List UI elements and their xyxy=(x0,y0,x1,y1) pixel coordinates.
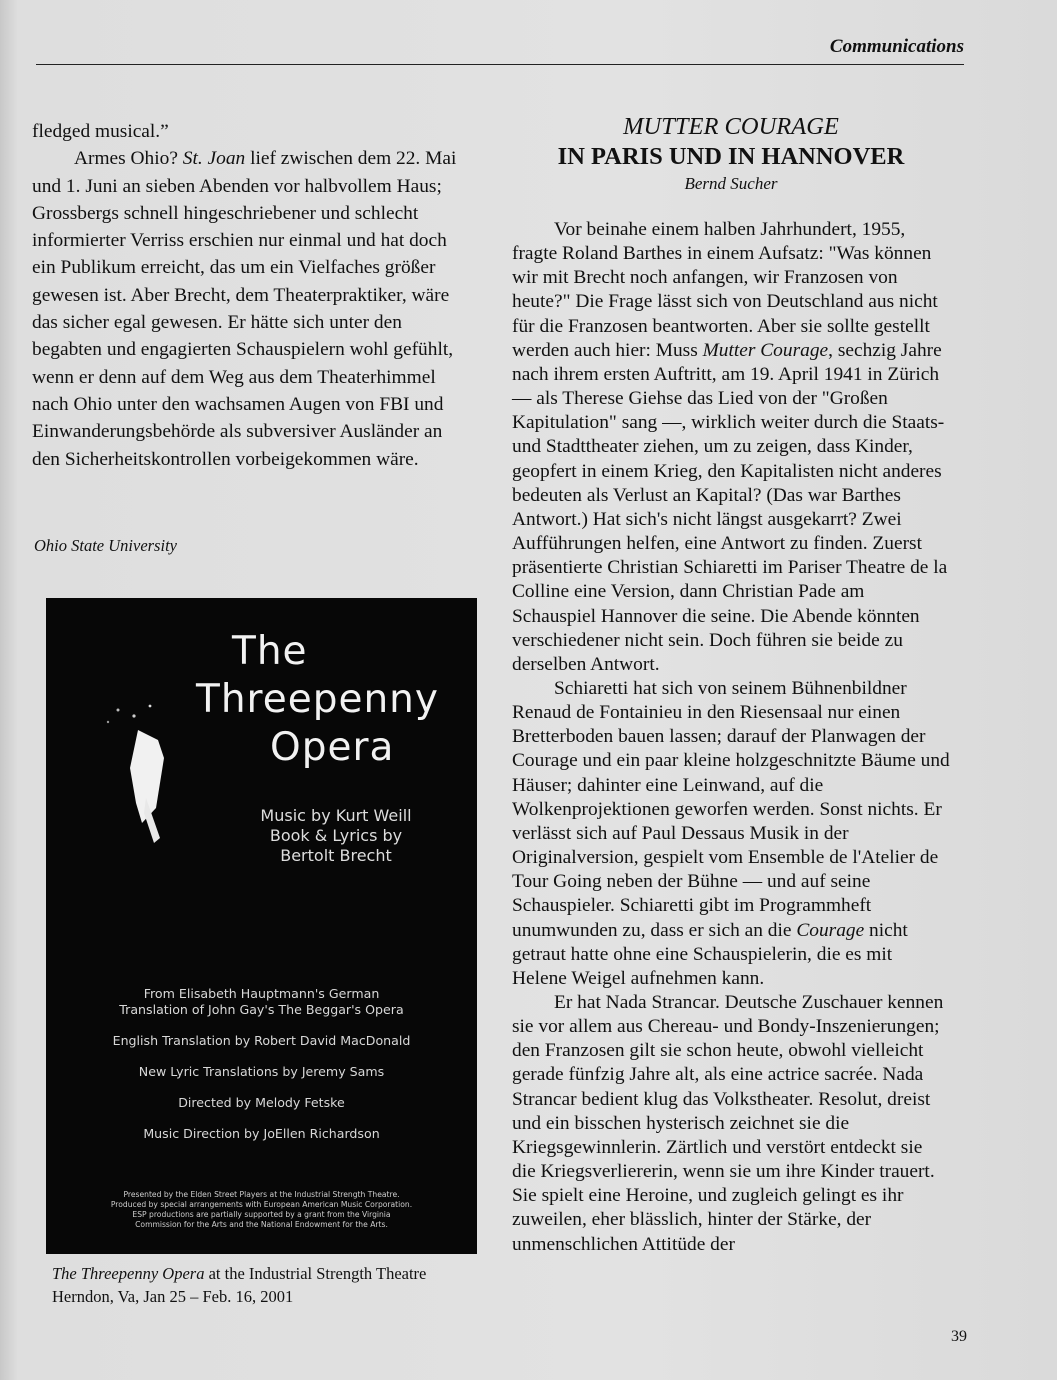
text-segment: Schiaretti hat sich von seinem Bühnenbildner Renaud de Fontainieu in den Riesensaal nur einen Bretterboden bauen lassen; darauf der Planwagen der Courage und ein paar kleine holzgeschnitzte Bäume und Häuser; dahinter eine Leinwand, auf die Wolkenprojektionen geworfen werden. Sonst nichts. Er verlässt sich auf Paul Dessaus Musik in der Originalversion, gespielt vom Ensemble de l'Atelier de Tour Going neben der Bühne — und auf seine Schauspieler. Schiaretti gibt im Programmheft unumwunden zu, dass er sich an die xyxy=(512,677,950,941)
text-segment: nicht getraut hatte ohne eine Schauspielerin, die es mit Helene Weigel aufnehmen kann. xyxy=(512,919,908,989)
section-title: Communications xyxy=(829,36,964,57)
poster-credit-line: Music by Kurt Weill xyxy=(260,806,412,825)
text-segment: Er hat Nada Strancar. Deutsche Zuschauer kennen sie vor allem aus Chereau- und Bondy-Inszenierungen; den Franzosen gilt sie schon heute, obwohl vielleicht gerade fünfzig Jahre alt, als eine actrice sacrée. Nada Strancar bedient klug das Volkstheater. Resolut, dreist und ein bisschen hysterisch zeichnet sie die Kriegsgewinnlerin. Zärtlich und verstört entdeckt sie die Kriegsverliererin, wenn sie um ihre Kinder trauert. Sie spielt eine Heroine, und zugleich gelingt es ihr zuweilen, eher blässlich, hinter der Stärke, der unmenschlichen Attitüde der xyxy=(512,992,944,1255)
text-segment: lief zwischen dem 22. Mai und 1. Juni an sieben Abenden vor halbvollem Haus; Grossbergs schnell hingeschriebener und schlecht informierter Verriss erschien nur einmal und hat doch ein Publikum erreicht, das um ein Vielfaches größer gewesen ist. Aber Brecht, dem Theaterpraktiker, wäre das sicher egal gewesen. Er hätte sich unter den begabten und engagierten Schauspielern wohl gefühlt, wenn er denn auf dem Weg aus dem Theaterhimmel nach Ohio unter den wachsamen Augen von FBI und Einwanderungsbehörde als subversiver Ausländer an den Sicherheitskontrollen vorbeigekommen wäre. xyxy=(32,148,457,470)
caption-text: at the Industrial Strength Theatre xyxy=(204,1264,427,1283)
poster-credits xyxy=(196,806,476,866)
author-affiliation: Ohio State University xyxy=(34,536,177,555)
article-title: MUTTER COURAGE xyxy=(623,113,839,140)
poster-credit-line: Directed by Melody Fetske xyxy=(178,1095,345,1110)
running-header xyxy=(36,36,964,65)
poster-caption xyxy=(52,1262,482,1308)
text-segment: , sechzig Jahre nach ihrem ersten Auftritt, am 19. April 1941 in Zürich — als Therese Giehse das Lied von der "Großen Kapitulation" sang —, wirklich weiter durch die Staats- und Stadttheater ziehen, um zu zeigen, dass Kinder, geopfert in einem Krieg, den Kapitalisten nicht anderes bedeuten als Verlust an Kapital? (Das war Barthes Antwort.) Hat sich's nicht längst ausgekarrt? Zwei Aufführungen helfen, eine Antwort zu finden. Zuerst präsentierte Christian Schiaretti im Pariser Theatre de la Colline eine Version, dann Christian Pade am Schauspiel Hannover die seine. Die Abende könnten verschiedener nicht sein. Doch führen sie beide zu derselben Antwort. xyxy=(512,339,948,675)
top-hat-figure-illustration xyxy=(46,598,166,858)
poster-credit-line: Book & Lyrics by xyxy=(269,826,403,845)
paragraph xyxy=(32,118,472,145)
paragraph xyxy=(32,145,472,473)
fine-print-line: Presented by the Elden Street Players at the Industrial Strength Theatre. xyxy=(123,1190,400,1199)
fine-print-line: ESP productions are partially supported by a grant from the Virginia xyxy=(132,1210,391,1219)
poster-title xyxy=(196,628,476,772)
poster-credit-line: Music Direction by JoEllen Richardson xyxy=(143,1126,380,1141)
poster-credit-block xyxy=(56,986,467,1018)
page-number: 39 xyxy=(951,1328,967,1345)
play-title: St. Joan xyxy=(182,148,246,170)
article-subtitle: IN PARIS UND IN HANNOVER xyxy=(557,143,905,170)
caption-line: Herndon, Va, Jan 25 – Feb. 16, 2001 xyxy=(52,1287,294,1306)
paragraph xyxy=(512,677,950,991)
paragraph xyxy=(512,991,950,1257)
caption-line xyxy=(52,1262,482,1285)
fine-print-line: Commission for the Arts and the National Endowment for the Arts. xyxy=(135,1220,388,1229)
article-body xyxy=(512,218,950,1257)
poster-title-line: The xyxy=(232,629,308,674)
play-title: Courage xyxy=(796,919,865,941)
threepenny-opera-poster xyxy=(46,598,477,1254)
play-title: Mutter Courage xyxy=(702,339,829,361)
fine-print-line: Produced by special arrangements with European American Music Corporation. xyxy=(110,1200,413,1209)
left-column xyxy=(32,118,472,473)
caption-play-title: The Threepenny Opera xyxy=(52,1264,205,1283)
poster-credit-line: Bertolt Brecht xyxy=(280,846,392,865)
poster-title-line: Threepenny xyxy=(196,677,439,722)
article xyxy=(512,112,950,1257)
article-author: Bernd Sucher xyxy=(684,174,778,193)
poster-credit-line: From Elisabeth Hauptmann's German xyxy=(143,986,380,1001)
poster-credit-line: New Lyric Translations by Jeremy Sams xyxy=(138,1064,385,1079)
paragraph xyxy=(512,218,950,677)
poster-fine-print xyxy=(64,1190,459,1230)
poster-production-credits xyxy=(56,986,467,1157)
text-segment: Vor beinahe einem halben Jahrhundert, 1955, fragte Roland Barthes in einem Aufsatz: "Was können wir mit Brecht noch anfangen, wir Franzosen von heute?" Die Frage lässt sich von Deutschland aus nicht für die Franzosen beantworten. Aber sie sollte gestellt werden auch hier: Muss xyxy=(512,219,938,361)
poster-credit-line: English Translation by Robert David MacDonald xyxy=(112,1033,411,1048)
poster-credit-line: Translation of John Gay's The Beggar's Opera xyxy=(119,1002,404,1017)
poster-title-line: Opera xyxy=(270,725,395,770)
text-segment: fledged musical.” xyxy=(32,121,169,142)
text-segment: Armes Ohio? xyxy=(74,148,183,170)
